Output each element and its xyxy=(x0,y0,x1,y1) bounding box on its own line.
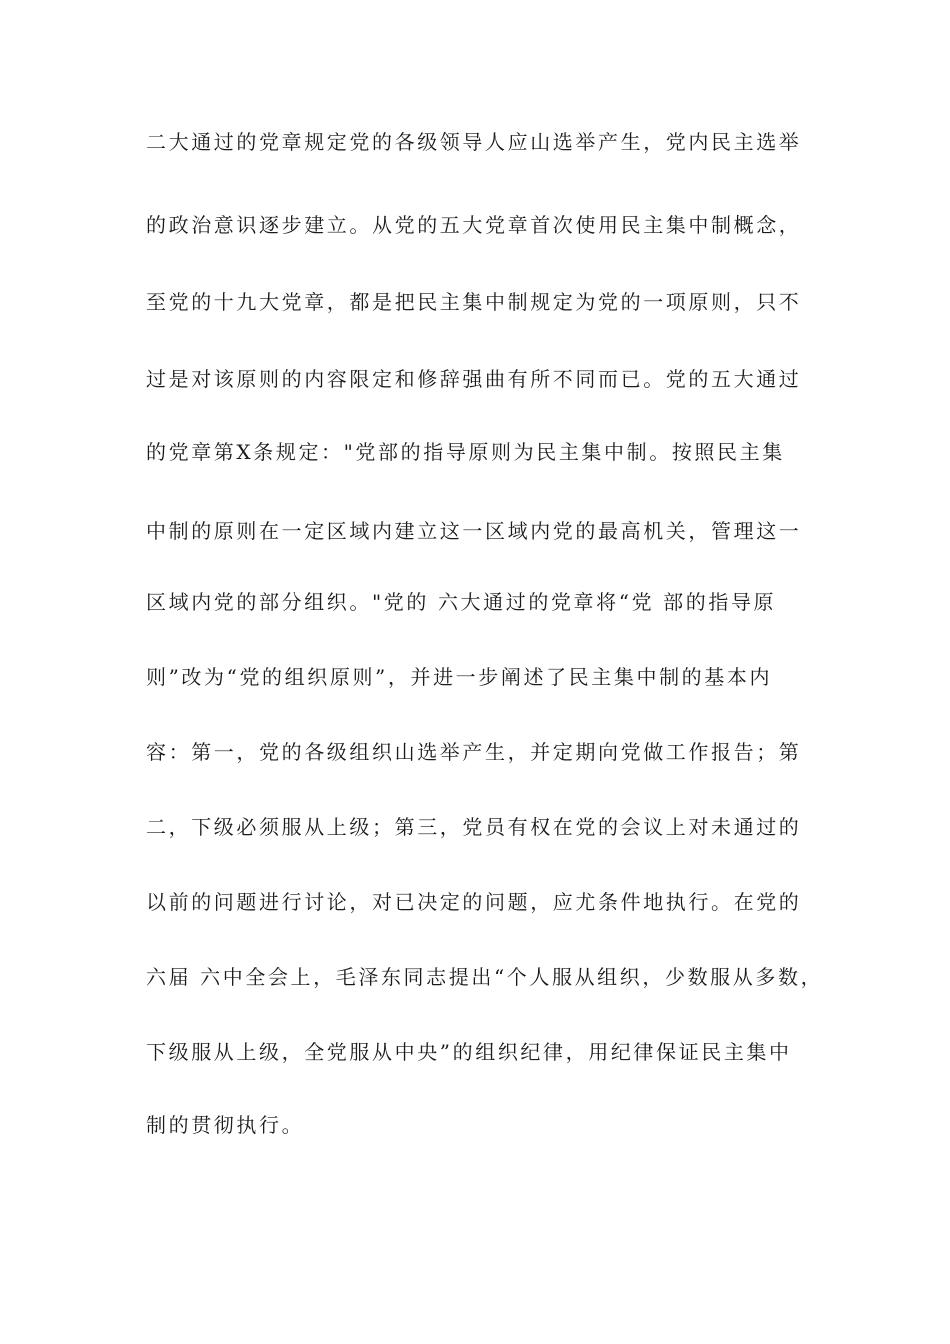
text-line: 制的贯彻执行。 xyxy=(146,1113,305,1137)
text-line: 容：第一，党的各级组织山选举产生，并定期向党做工作报告；第 xyxy=(146,740,802,764)
text-line: 的党章第X条规定："党部的指导原则为民主集中制。按照民主集 xyxy=(146,440,785,464)
text-line: 过是对该原则的内容限定和修辞强曲有所不同而已。党的五大通过 xyxy=(146,367,802,391)
text-line: 中制的原则在一定区域内建立这一区域内党的最高机关，管理这一 xyxy=(146,519,802,543)
text-line: 二，下级必须服从上级；第三，党员有权在党的会议上对未通过的 xyxy=(146,815,802,839)
text-line: 的政治意识逐步建立。从党的五大党章首次使用民主集中制概念， xyxy=(146,213,802,237)
text-line: 则”改为“党的组织原则”，并进一步阐述了民主集中制的基本内 xyxy=(146,665,773,689)
text-line: 以前的问题进行讨论，对已决定的问题，应尤条件地执行。在党的 xyxy=(146,890,802,914)
text-line: 区域内党的部分组织。"党的 六大通过的党章将“党 部的指导原 xyxy=(146,590,777,614)
text-line: 下级服从上级，全党服从中央”的组织纪律，用纪律保证民主集中 xyxy=(146,1040,792,1064)
text-line: 二大通过的党章规定党的各级领导人应山选举产生，党内民主选举 xyxy=(146,130,802,154)
text-line: 六届 六中全会上，毛泽东同志提出“个人服从组织，少数服从多数， xyxy=(146,965,824,989)
text-line: 至党的十九大党章，都是把民主集中制规定为党的一项原则，只不 xyxy=(146,290,802,314)
